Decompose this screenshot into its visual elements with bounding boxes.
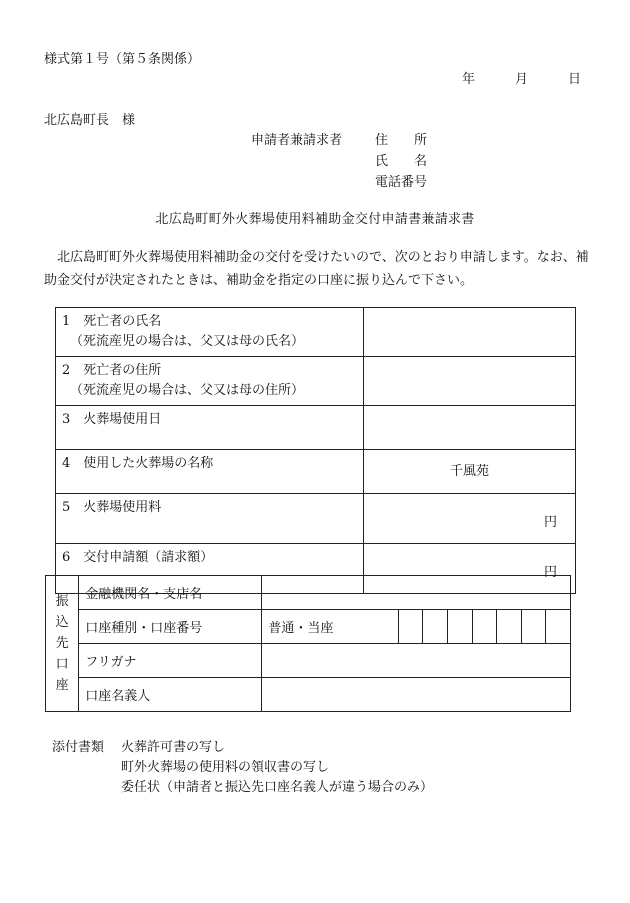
- item-label-cell: [56, 308, 364, 357]
- body-text: 北広島町町外火葬場使用料補助金の交付を受けたいので、次のとおり申請します。なお、補助金交付が決定されたときは、補助金を指定の口座に振り込んで下さい。: [44, 250, 589, 288]
- furigana-field[interactable]: [262, 644, 571, 678]
- item-label: 1 死亡者の氏名: [62, 314, 162, 329]
- section-label-char: 振: [55, 594, 69, 609]
- date-month-label: 月: [515, 72, 529, 87]
- account-number-digit[interactable]: [423, 610, 448, 644]
- section-label-char: 込: [55, 615, 69, 630]
- form-number: 様式第１号（第５条関係）: [44, 52, 201, 67]
- usage-date-field[interactable]: [364, 406, 576, 450]
- section-label-char: 先: [55, 636, 69, 651]
- attachments-label: 添付書類: [52, 740, 105, 755]
- transfer-account-section-label: [46, 576, 79, 712]
- table-row: [46, 644, 571, 678]
- crematorium-name-field[interactable]: 千風苑: [364, 450, 576, 494]
- bank-label: 口座名義人: [79, 678, 262, 712]
- table-row: [56, 308, 576, 357]
- application-table: [55, 307, 576, 594]
- date-year-label: 年: [462, 72, 476, 87]
- table-row: [46, 576, 571, 610]
- item-label-cell: [56, 450, 364, 494]
- addressee: 北広島町長 様: [44, 113, 136, 128]
- account-number-digit[interactable]: [497, 610, 522, 644]
- account-number-digit[interactable]: [521, 610, 546, 644]
- attachment-item: 町外火葬場の使用料の領収書の写し: [121, 760, 330, 775]
- applicant-address-label: 住 所: [375, 133, 428, 148]
- requested-amount-field[interactable]: 円: [364, 544, 576, 594]
- item-label-cell: [56, 406, 364, 450]
- account-type-field[interactable]: 普通・当座: [262, 610, 398, 644]
- item-label-cell: [56, 357, 364, 406]
- section-label-char: 口: [55, 657, 69, 672]
- date-day-label: 日: [568, 72, 582, 87]
- applicant-phone-label: 電話番号: [375, 175, 428, 190]
- item-label: 3 火葬場使用日: [62, 412, 162, 427]
- table-row: [56, 450, 576, 494]
- item-label: 6 交付申請額（請求額）: [62, 550, 214, 565]
- table-row: [56, 494, 576, 544]
- account-number-digit[interactable]: [448, 610, 473, 644]
- bank-label: フリガナ: [79, 644, 262, 678]
- deceased-name-field[interactable]: [364, 308, 576, 357]
- item-label: 2 死亡者の住所: [62, 363, 162, 378]
- table-row: [46, 678, 571, 712]
- bank-account-table: [45, 575, 571, 712]
- table-row: [46, 610, 571, 644]
- item-sublabel: （死流産児の場合は、父又は母の氏名）: [70, 334, 305, 349]
- account-number-digit[interactable]: [546, 610, 571, 644]
- table-row: [56, 357, 576, 406]
- attachment-item: 火葬許可書の写し: [121, 740, 226, 755]
- account-holder-field[interactable]: [262, 678, 571, 712]
- item-label: 5 火葬場使用料: [62, 500, 162, 515]
- item-sublabel: （死流産児の場合は、父又は母の住所）: [70, 383, 305, 398]
- bank-label: 口座種別・口座番号: [79, 610, 262, 644]
- usage-fee-field[interactable]: 円: [364, 494, 576, 544]
- table-row: [56, 406, 576, 450]
- item-label-cell: [56, 494, 364, 544]
- section-label-char: 座: [55, 678, 69, 693]
- bank-label: 金融機関名・支店名: [79, 576, 262, 610]
- item-label: 4 使用した火葬場の名称: [62, 456, 214, 471]
- account-number-digit[interactable]: [398, 610, 423, 644]
- attachment-item: 委任状（申請者と振込先口座名義人が違う場合のみ）: [121, 780, 434, 795]
- document-title: 北広島町町外火葬場使用料補助金交付申請書兼請求書: [155, 212, 475, 227]
- bank-branch-field[interactable]: [262, 576, 571, 610]
- deceased-address-field[interactable]: [364, 357, 576, 406]
- applicant-role: 申請者兼請求者: [251, 133, 343, 148]
- applicant-name-label: 氏 名: [375, 154, 428, 169]
- account-number-digit[interactable]: [472, 610, 497, 644]
